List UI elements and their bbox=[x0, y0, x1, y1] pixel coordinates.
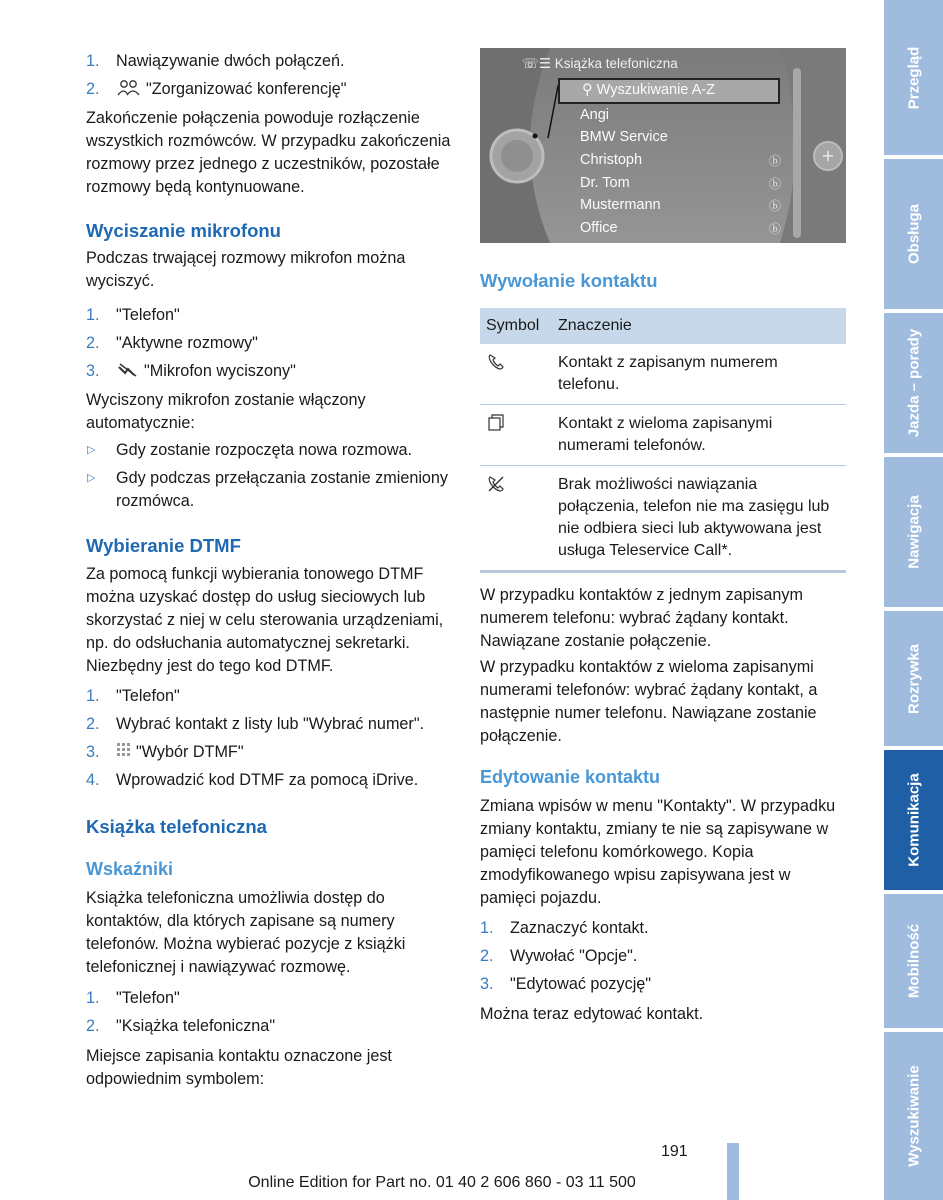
phone-icon bbox=[486, 352, 506, 372]
contact-item[interactable]: Dr. Tom bbox=[580, 175, 630, 191]
table-cell: Brak możliwości nawiązania połączenia, telefon nie ma zasięgu lub nie odbiera sieci lub aktywowana jest usługa Teleservice Call*. bbox=[552, 466, 846, 572]
search-az-label: ⚲ Wyszukiwanie A-Z bbox=[582, 82, 715, 98]
dtmf-heading: Wybieranie DTMF bbox=[86, 535, 241, 556]
mute-intro: Podczas trwającej rozmowy mikrofon można wyciszyć. bbox=[86, 249, 406, 290]
list-item: 2. "Zorganizować konferencję" bbox=[86, 80, 347, 98]
phonebook-outro: Miejsce zapisania kontaktu oznaczone jest odpowiednim symbolem: bbox=[86, 1047, 392, 1088]
contact-item[interactable]: BMW Service bbox=[580, 129, 668, 145]
edit-intro: Zmiana wpisów w menu "Kontakty". W przypadku zmiany kontaktu, zmiany te nie są zapisywane w pamięci telefonu komórkowego. Kopia zmodyfikowanego wpisu zapisywana jest w pamięci pojazdu. bbox=[480, 797, 836, 907]
no-connection-icon bbox=[486, 474, 506, 494]
table-row bbox=[480, 466, 846, 572]
tab-obsluga[interactable]: Obsługa bbox=[884, 159, 943, 309]
mute-heading: Wyciszanie mikrofonu bbox=[86, 220, 281, 241]
list-item: 3. "Edytować pozycję" bbox=[480, 975, 652, 993]
mute-bullets bbox=[86, 439, 454, 518]
screen-title: ☏☰ Książka telefoniczna bbox=[522, 56, 678, 71]
col-meaning: Znaczenie bbox=[552, 308, 846, 344]
tab-wyszukiwanie[interactable]: Wyszukiwanie bbox=[884, 1032, 943, 1200]
phonebook-steps bbox=[86, 987, 454, 1043]
contact-item[interactable]: Mustermann bbox=[580, 197, 661, 213]
tab-nawigacja[interactable]: Nawigacja bbox=[884, 457, 943, 607]
list-item: 1. "Telefon" bbox=[86, 687, 180, 705]
list-item: 2. "Książka telefoniczna" bbox=[86, 1017, 276, 1035]
conference-icon bbox=[116, 79, 142, 97]
table-header bbox=[480, 308, 846, 344]
bluetooth-icon: ⓑ bbox=[768, 177, 781, 191]
list-item: 1. Zaznaczyć kontakt. bbox=[480, 919, 649, 937]
list-item: 3. "Wybór DTMF" bbox=[86, 743, 244, 761]
phonebook-intro: Książka telefoniczna umożliwia dostęp do kontaktów, dla których zapisane są numery telefonów. Można wybierać pozycje z książki telefonicznej i nawiązywać rozmowę. bbox=[86, 889, 406, 976]
list-item: 3. "Mikrofon wyciszony" bbox=[86, 362, 296, 380]
mute-steps bbox=[86, 304, 454, 388]
edit-contact-heading: Edytowanie kontaktu bbox=[480, 767, 661, 787]
dtmf-steps bbox=[86, 685, 454, 797]
contact-item[interactable]: Office bbox=[580, 220, 618, 236]
list-item: 4. Wprowadzić kod DTMF za pomocą iDrive. bbox=[86, 771, 419, 789]
tab-mobilnosc[interactable]: Mobilność bbox=[884, 894, 943, 1028]
tab-rozrywka[interactable]: Rozrywka bbox=[884, 611, 943, 746]
idrive-screenshot bbox=[480, 48, 846, 243]
mic-mute-icon bbox=[116, 361, 140, 379]
col-symbol: Symbol bbox=[480, 308, 552, 344]
page-number: 191 bbox=[661, 1143, 688, 1160]
tab-jazda-porady[interactable]: Jazda – porady bbox=[884, 313, 943, 453]
list-item: 2. "Aktywne rozmowy" bbox=[86, 334, 258, 352]
phonebook-heading: Książka telefoniczna bbox=[86, 816, 267, 837]
svg-text:+: + bbox=[821, 146, 835, 165]
bluetooth-icon: ⓑ bbox=[768, 222, 781, 236]
bluetooth-icon: ⓑ bbox=[768, 199, 781, 213]
symbol-table bbox=[480, 308, 846, 573]
list-item: 1. Nawiązywanie dwóch połączeń. bbox=[86, 52, 345, 70]
edit-outro: Można teraz edytować kontakt. bbox=[480, 1005, 704, 1023]
table-row bbox=[480, 405, 846, 466]
indicators-subheading: Wskaźniki bbox=[86, 859, 174, 879]
call-contact-heading: Wywołanie kontaktu bbox=[480, 270, 658, 291]
dtmf-intro: Za pomocą funkcji wybierania tonowego DTMF można uzyskać dostęp do usług sieciowych lub skorzystać z niej w celu sterowania urządzeniami, np. do odsłuchania automatycznej sekretarki. Niezbędny jest do tego kod DTMF. bbox=[86, 565, 444, 675]
list-item: 1. "Telefon" bbox=[86, 306, 180, 324]
bluetooth-icon: ⓑ bbox=[768, 154, 781, 168]
table-cell: Kontakt z zapisanym numerem telefonu. bbox=[552, 344, 846, 405]
conference-end-text: Zakończenie połączenia powoduje rozłączenie wszystkich rozmówców. W przypadku zakończenia rozmowy przez jednego z uczestników, pozostałe rozmowy będą kontynuowane. bbox=[86, 109, 451, 196]
list-item: 1. "Telefon" bbox=[86, 989, 180, 1007]
table-cell: Kontakt z wieloma zapisanymi numerami telefonów. bbox=[552, 405, 846, 466]
table-row bbox=[480, 344, 846, 405]
list-item: 2. Wywołać "Opcje". bbox=[480, 947, 638, 965]
single-number-text: W przypadku kontaktów z jednym zapisanym numerem telefonu: wybrać żądany kontakt. Nawiązane zostanie połączenie. bbox=[480, 586, 803, 650]
conference-steps bbox=[86, 50, 454, 106]
mute-auto-text: Wyciszony mikrofon zostanie włączony automatycznie: bbox=[86, 391, 366, 432]
tab-komunikacja[interactable]: Komunikacja bbox=[884, 750, 943, 890]
keypad-icon bbox=[116, 742, 132, 760]
footer: Online Edition for Part no. 01 40 2 606 860 - 03 11 500 bbox=[248, 1174, 636, 1191]
list-item: 2. Wybrać kontakt z listy lub "Wybrać numer". bbox=[86, 715, 425, 733]
list-item: ▷ Gdy podczas przełączania zostanie zmieniony rozmówca. bbox=[87, 469, 449, 510]
multi-number-text: W przypadku kontaktów z wieloma zapisanymi numerami telefonów: wybrać żądany kontakt, a następnie numer telefonu. Nawiązane zostanie połączenie. bbox=[480, 658, 818, 745]
multi-number-icon bbox=[486, 413, 506, 433]
tab-przeglad[interactable]: Przegląd bbox=[884, 0, 943, 155]
contact-item[interactable]: Angi bbox=[580, 107, 610, 123]
edit-steps bbox=[480, 917, 848, 1001]
search-icon: ⚲ bbox=[582, 82, 597, 98]
contact-item[interactable]: Christoph bbox=[580, 152, 643, 168]
list-item: ▷ Gdy zostanie rozpoczęta nowa rozmowa. bbox=[87, 441, 413, 459]
